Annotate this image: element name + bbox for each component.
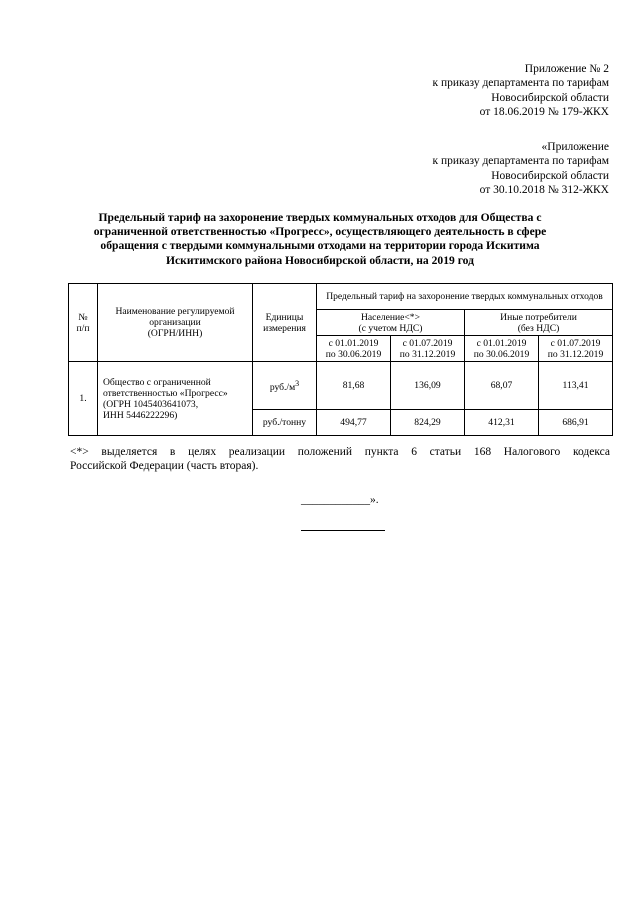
org-name-cell bbox=[98, 362, 253, 436]
period-label: с 01.01.2019 bbox=[476, 337, 527, 349]
document-title bbox=[70, 211, 570, 268]
annex-header bbox=[432, 62, 609, 120]
org-name-line: Общество с ограниченной bbox=[103, 376, 211, 388]
tariff-value: 136,09 bbox=[391, 362, 465, 410]
annex-title: Приложение № 2 bbox=[524, 63, 609, 75]
period-cell bbox=[317, 336, 391, 362]
period-label: с 01.01.2019 bbox=[328, 337, 379, 349]
header-num-label: п/п bbox=[76, 322, 90, 334]
tariff-value: 113,41 bbox=[539, 362, 613, 410]
tariff-value: 824,29 bbox=[391, 410, 465, 436]
period-label: с 01.07.2019 bbox=[402, 337, 453, 349]
group-label: (с учетом НДС) bbox=[358, 322, 423, 334]
group-label: Иные потребители bbox=[500, 311, 577, 323]
annex-order-date: от 18.06.2019 № 179-ЖКХ bbox=[479, 106, 609, 119]
title-line: ограниченной ответственностью «Прогресс», осуществляющего деятельность в сфере bbox=[93, 225, 547, 239]
annex-region: Новосибирской области bbox=[491, 91, 609, 104]
unit-cell-ton: руб./тонну bbox=[253, 410, 317, 436]
tariff-table bbox=[68, 283, 613, 436]
prev-annex-order-ref: к приказу департамента по тарифам bbox=[432, 155, 609, 168]
period-label: по 31.12.2019 bbox=[399, 348, 456, 360]
org-name-line: ИНН 5446222296) bbox=[103, 409, 178, 421]
header-num-label: № bbox=[78, 311, 88, 323]
period-label: по 30.06.2019 bbox=[473, 348, 530, 360]
tariff-value: 686,91 bbox=[539, 410, 613, 436]
header-org-cell bbox=[98, 284, 253, 362]
period-cell bbox=[391, 336, 465, 362]
unit-cell-m3 bbox=[253, 362, 317, 410]
period-label: с 01.07.2019 bbox=[550, 337, 601, 349]
period-label: по 30.06.2019 bbox=[325, 348, 382, 360]
tariff-value: 494,77 bbox=[317, 410, 391, 436]
period-cell bbox=[465, 336, 539, 362]
prev-annex-order-date: от 30.10.2018 № 312-ЖКХ bbox=[479, 184, 609, 197]
footnote bbox=[70, 445, 610, 473]
unit-m3-label: руб./м bbox=[269, 382, 296, 394]
tariff-value: 412,31 bbox=[465, 410, 539, 436]
header-org-label: Наименование регулируемой bbox=[115, 306, 235, 317]
org-name-line: ответственностью «Прогресс» bbox=[103, 387, 228, 399]
header-unit-label: измерения bbox=[263, 322, 306, 334]
prev-annex-region: Новосибирской области bbox=[491, 169, 609, 182]
header-num-cell bbox=[69, 284, 98, 362]
prev-annex-title: «Приложение bbox=[541, 141, 609, 153]
title-line: Искитимского района Новосибирской области, на 2019 год bbox=[165, 253, 475, 267]
footnote-line: <*> выделяется в целях реализации положений пункта 6 статьи 168 Налогового кодекса bbox=[70, 446, 610, 458]
period-cell bbox=[539, 336, 613, 362]
footnote-line: Российской Федерации (часть вторая). bbox=[70, 460, 259, 473]
separator-rule bbox=[301, 530, 385, 531]
header-unit-label: Единицы bbox=[265, 311, 304, 323]
row-number: 1. bbox=[69, 362, 98, 436]
tariff-value: 68,07 bbox=[465, 362, 539, 410]
header-group-others bbox=[465, 310, 613, 336]
header-org-label: (ОГРН/ИНН) bbox=[147, 328, 203, 339]
unit-m3-superscript: 3 bbox=[295, 378, 300, 388]
tariff-value: 81,68 bbox=[317, 362, 391, 410]
group-label: (без НДС) bbox=[517, 322, 560, 334]
closing-mark: ____________». bbox=[301, 494, 379, 506]
header-tariff-cell: Предельный тариф на захоронение твердых коммунальных отходов bbox=[317, 284, 613, 310]
period-label: по 31.12.2019 bbox=[547, 348, 604, 360]
org-name-line: (ОГРН 1045403641073, bbox=[103, 398, 199, 410]
title-line: обращения с твердыми коммунальными отходами на территории города Искитима bbox=[100, 239, 540, 253]
header-org-label: организации bbox=[149, 317, 201, 328]
previous-annex-header bbox=[432, 140, 609, 198]
title-line: Предельный тариф на захоронение твердых коммунальных отходов для Общества с bbox=[98, 211, 542, 224]
header-group-population bbox=[317, 310, 465, 336]
header-unit-cell bbox=[253, 284, 317, 362]
annex-order-ref: к приказу департамента по тарифам bbox=[432, 77, 609, 90]
group-label: Население<*> bbox=[360, 311, 420, 323]
